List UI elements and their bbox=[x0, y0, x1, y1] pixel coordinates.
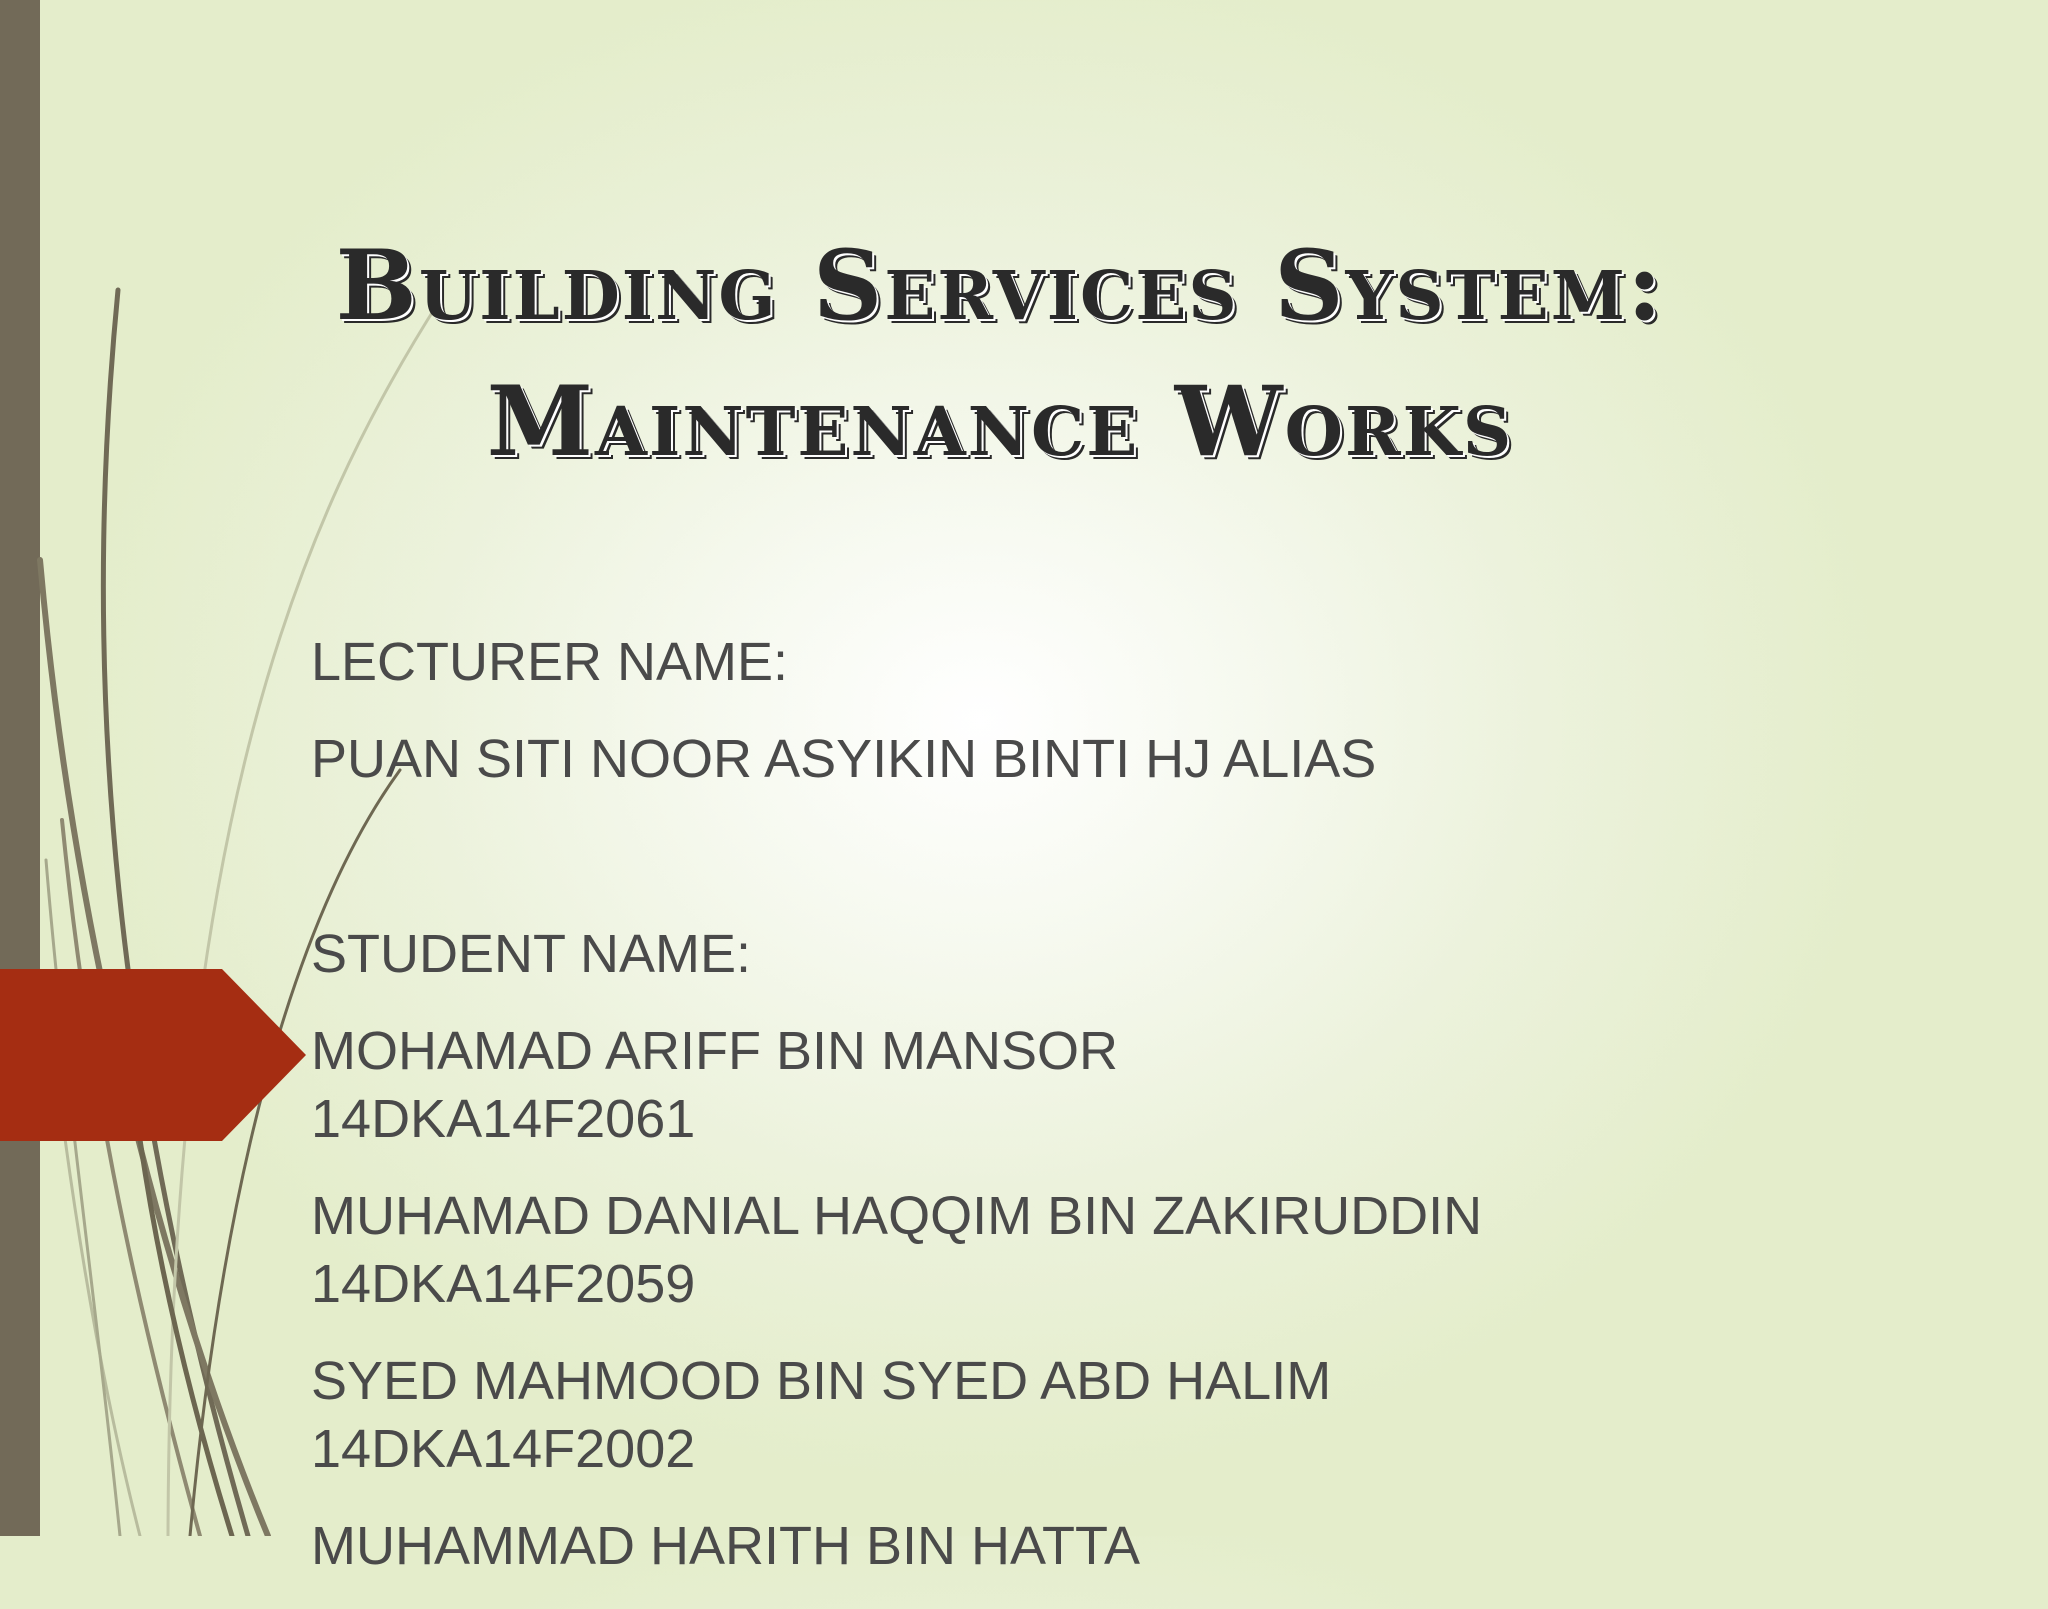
student-name: MOHAMAD ARIFF BIN MANSOR bbox=[311, 1021, 1119, 1081]
spacer bbox=[311, 822, 2011, 920]
student-name: SYED MAHMOOD BIN SYED ABD HALIM bbox=[311, 1351, 1332, 1411]
title-line-2: Maintenance Works bbox=[486, 365, 1514, 478]
slide-title bbox=[200, 218, 1800, 490]
lecturer-heading: LECTURER NAME: bbox=[311, 632, 789, 692]
student-entry bbox=[311, 1182, 2011, 1318]
student-id: 14DKA14F2002 bbox=[311, 1419, 696, 1479]
swoosh-7 bbox=[46, 860, 120, 1536]
student-id: 14DKA14F2059 bbox=[311, 1254, 696, 1314]
student-heading: STUDENT NAME: bbox=[311, 924, 752, 984]
red-arrow-marker bbox=[0, 969, 306, 1141]
title-line-1: Building Services System: bbox=[335, 229, 1665, 342]
student-entry bbox=[311, 1017, 2011, 1153]
student-entry bbox=[311, 1512, 2011, 1580]
student-name: MUHAMMAD HARITH BIN HATTA bbox=[311, 1516, 1140, 1576]
swoosh-3 bbox=[62, 820, 200, 1536]
student-name: MUHAMAD DANIAL HAQQIM BIN ZAKIRUDDIN bbox=[311, 1186, 1483, 1246]
lecturer-name: PUAN SITI NOOR ASYIKIN BINTI HJ ALIAS bbox=[311, 729, 1377, 789]
student-id: 14DKA14F2061 bbox=[311, 1089, 696, 1149]
student-entry bbox=[311, 1347, 2011, 1483]
slide-body bbox=[311, 628, 2011, 1609]
